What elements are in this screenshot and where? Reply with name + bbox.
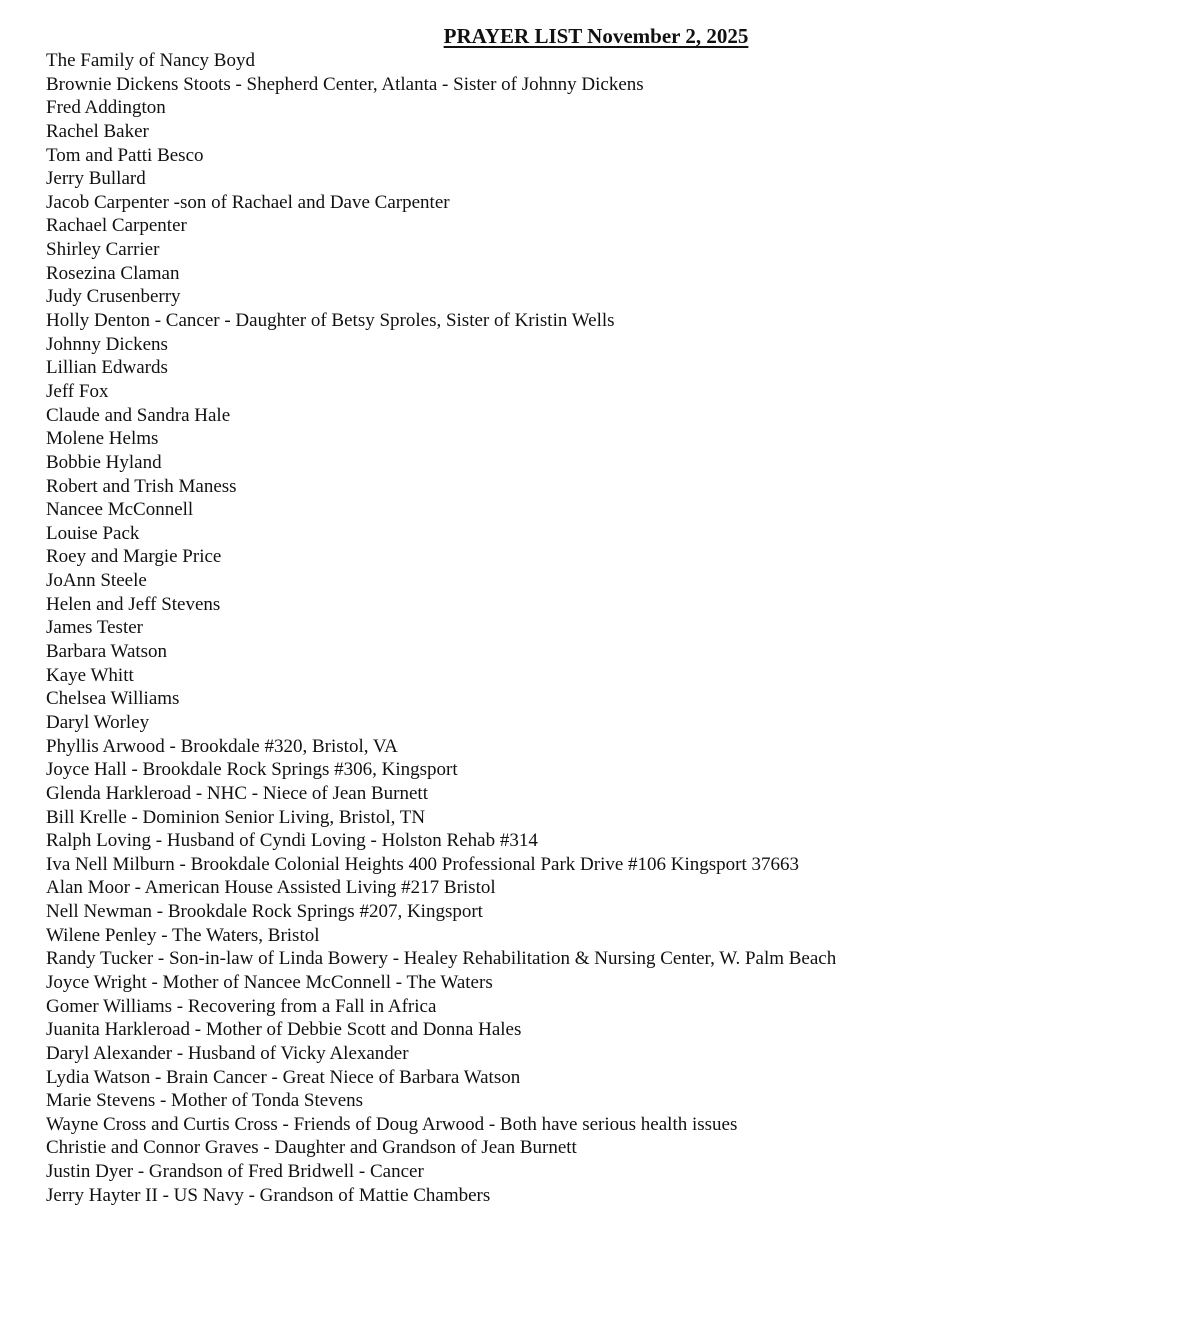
prayer-list-item: Claude and Sandra Hale bbox=[46, 404, 231, 426]
prayer-list-item: The Family of Nancy Boyd bbox=[46, 50, 255, 71]
prayer-list-item: Iva Nell Milburn - Brookdale Colonial Heights 400 Professional Park Drive #106 Kingsport 37663 bbox=[46, 853, 800, 875]
prayer-list-item: Jerry Hayter II - US Navy - Grandson of Mattie Chambers bbox=[46, 1184, 491, 1206]
prayer-list-item: Jerry Bullard bbox=[46, 168, 146, 190]
prayer-list-item: Kaye Whitt bbox=[46, 664, 134, 686]
prayer-list-item: Nell Newman - Brookdale Rock Springs #207, Kingsport bbox=[46, 901, 483, 923]
prayer-list-item: Gomer Williams - Recovering from a Fall in Africa bbox=[46, 995, 437, 1017]
prayer-list-item: Roey and Margie Price bbox=[46, 546, 222, 568]
prayer-list-item: Barbara Watson bbox=[46, 641, 168, 663]
prayer-list-item: Randy Tucker - Son-in-law of Linda Bowery - Healey Rehabilitation & Nursing Center, W. Palm Beach bbox=[46, 948, 837, 970]
prayer-list-item: Tom and Patti Besco bbox=[46, 144, 204, 166]
prayer-list-item: Joyce Hall - Brookdale Rock Springs #306, Kingsport bbox=[46, 759, 458, 781]
page-title: PRAYER LIST November 2, 2025 bbox=[443, 24, 749, 48]
prayer-list-item: Johnny Dickens bbox=[46, 333, 168, 355]
prayer-list-item: Justin Dyer - Grandson of Fred Bridwell - Cancer bbox=[46, 1161, 424, 1183]
prayer-list-item: Juanita Harkleroad - Mother of Debbie Scott and Donna Hales bbox=[46, 1019, 522, 1041]
prayer-list-item: Molene Helms bbox=[46, 428, 159, 450]
prayer-list-item: Rachael Carpenter bbox=[46, 215, 187, 237]
prayer-list-item: Ralph Loving - Husband of Cyndi Loving - Holston Rehab #314 bbox=[46, 830, 538, 852]
prayer-list-item: Louise Pack bbox=[46, 522, 140, 544]
prayer-list-item: Alan Moor - American House Assisted Living #217 Bristol bbox=[46, 877, 496, 899]
prayer-list-item: Brownie Dickens Stoots - Shepherd Center, Atlanta - Sister of Johnny Dickens bbox=[46, 73, 644, 95]
prayer-list-item: Daryl Alexander - Husband of Vicky Alexander bbox=[46, 1042, 409, 1064]
prayer-list-item: Rachel Baker bbox=[46, 120, 149, 142]
prayer-list-item: Glenda Harkleroad - NHC - Niece of Jean Burnett bbox=[46, 782, 428, 804]
prayer-list-item: JoAnn Steele bbox=[46, 570, 147, 592]
prayer-list-item: Holly Denton - Cancer - Daughter of Betsy Sproles, Sister of Kristin Wells bbox=[46, 310, 615, 332]
prayer-list-item: James Tester bbox=[46, 617, 143, 639]
prayer-list-item: Daryl Worley bbox=[46, 711, 150, 733]
prayer-list-item: Marie Stevens - Mother of Tonda Stevens bbox=[46, 1090, 364, 1112]
prayer-list-item: Helen and Jeff Stevens bbox=[46, 593, 221, 615]
prayer-list-item: Lillian Edwards bbox=[46, 357, 168, 379]
prayer-list bbox=[46, 49, 836, 1207]
prayer-list-item: Judy Crusenberry bbox=[46, 286, 181, 308]
prayer-list-item: Lydia Watson - Brain Cancer - Great Niece of Barbara Watson bbox=[46, 1066, 521, 1088]
prayer-list-item: Bill Krelle - Dominion Senior Living, Bristol, TN bbox=[46, 806, 426, 828]
prayer-list-item: Fred Addington bbox=[46, 97, 166, 119]
prayer-list-item: Jacob Carpenter -son of Rachael and Dave Carpenter bbox=[46, 191, 450, 213]
prayer-list-item: Chelsea Williams bbox=[46, 688, 180, 710]
prayer-list-item: Shirley Carrier bbox=[46, 239, 160, 261]
prayer-list-item: Bobbie Hyland bbox=[46, 451, 162, 473]
prayer-list-item: Robert and Trish Maness bbox=[46, 475, 237, 497]
prayer-list-item: Phyllis Arwood - Brookdale #320, Bristol, VA bbox=[46, 735, 398, 757]
prayer-list-item: Wilene Penley - The Waters, Bristol bbox=[46, 924, 320, 946]
prayer-list-item: Christie and Connor Graves - Daughter and Grandson of Jean Burnett bbox=[46, 1137, 577, 1159]
prayer-list-item: Jeff Fox bbox=[46, 380, 109, 402]
prayer-list-item: Rosezina Claman bbox=[46, 262, 180, 284]
prayer-list-item: Wayne Cross and Curtis Cross - Friends of Doug Arwood - Both have serious health issues bbox=[46, 1113, 738, 1135]
prayer-list-item: Joyce Wright - Mother of Nancee McConnell - The Waters bbox=[46, 971, 493, 993]
prayer-list-item: Nancee McConnell bbox=[46, 499, 194, 521]
